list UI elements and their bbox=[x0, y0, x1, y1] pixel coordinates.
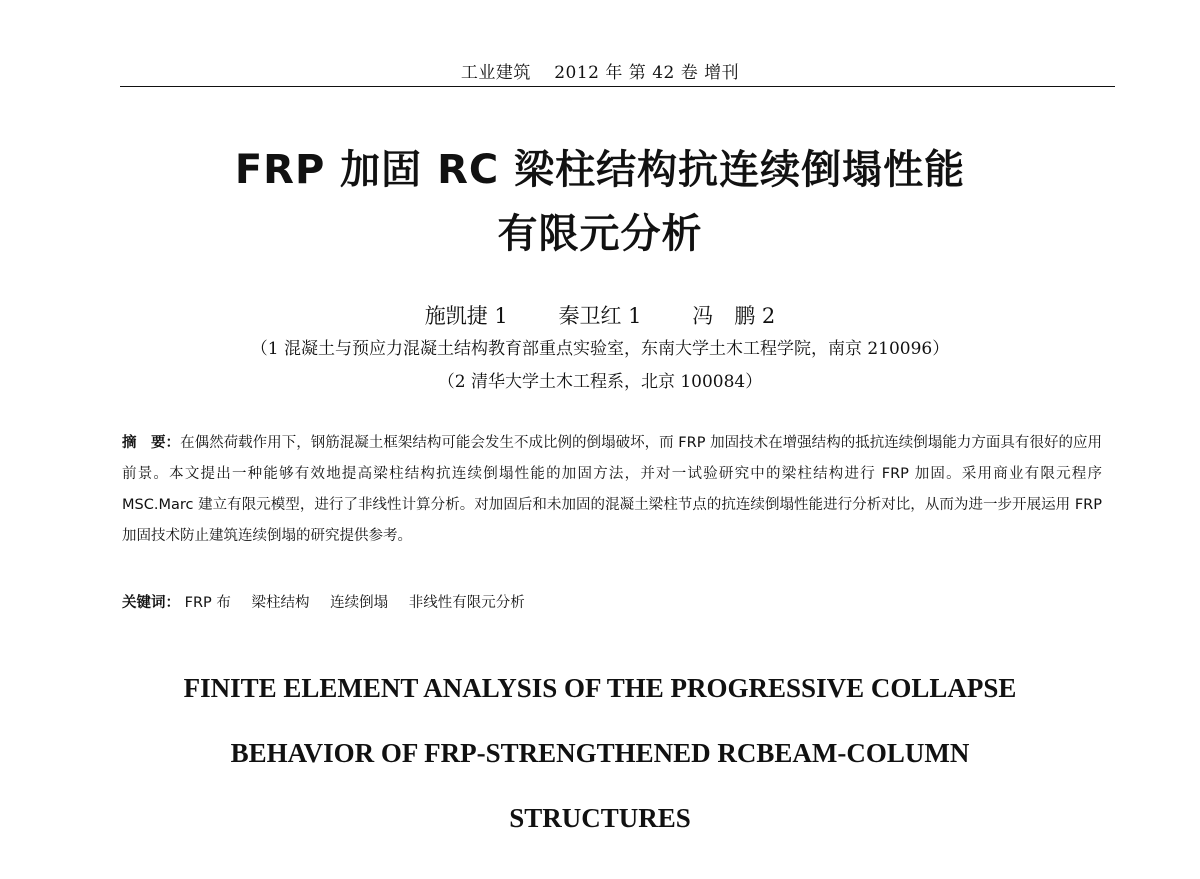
author-2: 秦卫红 1 bbox=[558, 304, 642, 328]
keyword-1: FRP 布 bbox=[184, 595, 231, 611]
keywords bbox=[122, 591, 1102, 612]
title-zh-line2: 有限元分析 bbox=[497, 211, 703, 257]
keywords-label: 关键词： bbox=[122, 595, 180, 611]
author-1: 施凯捷 1 bbox=[424, 304, 508, 328]
abstract-text: 在偶然荷载作用下，钢筋混凝土框架结构可能会发生不成比例的倒塌破坏，而 FRP 加固技术在增强结构的抵抗连续倒塌能力方面具有很好的应用前景。本文提出一种能够有效地提高梁柱结构抗连续倒塌性能的加固方法，并对一试验研究中的梁柱结构进行 FRP 加固。采用商业有限元程序 MSC.Marc 建立有限元模型，进行了非线性计算分析。对加固后和未加固的混凝土梁柱节点的抗连续倒塌性能进行分析对比，从而为进一步开展运用 FRP 加固技术防止建筑连续倒塌的研究提供参考。 bbox=[122, 435, 1103, 544]
header-rule bbox=[120, 86, 1115, 87]
journal-header: 工业建筑 2012 年 第 42 卷 增刊 bbox=[460, 63, 740, 83]
keyword-2: 梁柱结构 bbox=[251, 595, 310, 611]
title-en-line3: STRUCTURES bbox=[509, 803, 691, 833]
affiliation-2: （2 清华大学土木工程系，北京 100084） bbox=[437, 372, 763, 392]
keyword-4: 非线性有限元分析 bbox=[408, 595, 525, 611]
affiliation-1: （1 混凝土与预应力混凝土结构教育部重点实验室，东南大学土木工程学院，南京 210096） bbox=[250, 339, 950, 359]
title-zh-line1: FRP 加固 RC 梁柱结构抗连续倒塌性能 bbox=[234, 147, 966, 193]
author-list bbox=[0, 300, 1200, 330]
keyword-3: 连续倒塌 bbox=[330, 595, 389, 611]
abstract bbox=[122, 428, 1102, 552]
title-en-line2: BEHAVIOR OF FRP-STRENGTHENED RCBEAM-COLUMN bbox=[230, 738, 970, 768]
title-en-line1: FINITE ELEMENT ANALYSIS OF THE PROGRESSIVE COLLAPSE bbox=[183, 673, 1017, 703]
author-3: 冯 鹏 2 bbox=[692, 304, 776, 328]
abstract-label: 摘 要： bbox=[122, 435, 181, 451]
